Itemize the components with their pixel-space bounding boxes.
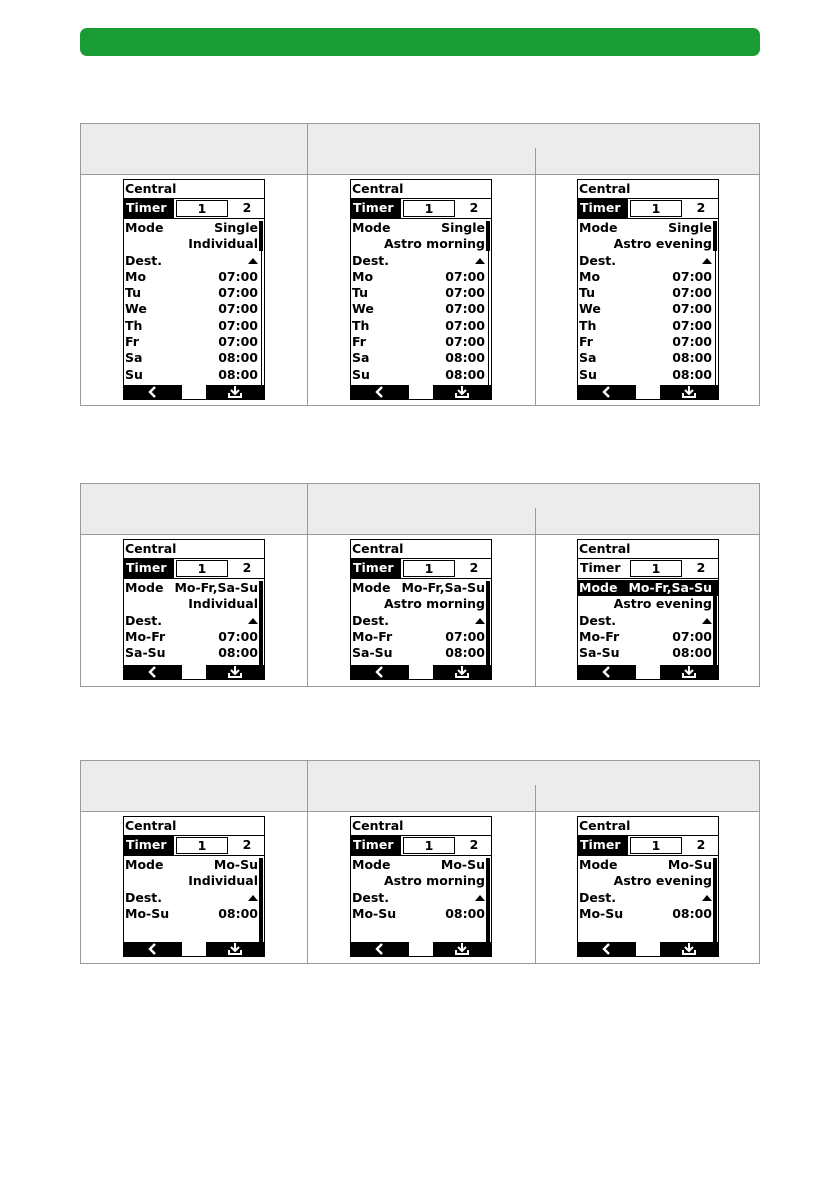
- device-screen: [350, 816, 492, 957]
- tab-2[interactable]: 2: [469, 560, 479, 575]
- timer-tabs: [124, 559, 264, 579]
- row-label: Dest.: [125, 612, 163, 628]
- row-value: 08:00: [218, 905, 258, 921]
- row-label: Sa: [352, 350, 370, 366]
- save-download-icon: [681, 386, 697, 398]
- row-label: Su: [352, 366, 370, 382]
- screen-title: Central: [351, 180, 491, 199]
- chevron-left-icon: [147, 386, 159, 398]
- row-value: 08:00: [445, 645, 485, 661]
- list-item[interactable]: [125, 873, 264, 889]
- scrollbar[interactable]: [486, 858, 490, 943]
- arrow-up-icon: [248, 618, 258, 624]
- tab-1[interactable]: 1: [630, 560, 682, 577]
- list-item[interactable]: [579, 890, 718, 906]
- scrollbar-track: [488, 251, 489, 386]
- row-label: Mode: [579, 220, 618, 235]
- tab-timer[interactable]: Timer: [124, 199, 174, 218]
- arrow-up-icon: [702, 258, 712, 264]
- list-item[interactable]: [352, 350, 491, 366]
- timer-tabs: [578, 199, 718, 219]
- row-label: Tu: [125, 285, 142, 301]
- save-button[interactable]: [660, 942, 718, 956]
- row-value: 07:00: [445, 285, 485, 301]
- scrollbar[interactable]: [259, 581, 263, 666]
- device-screen: [577, 539, 719, 680]
- arrow-up-icon: [475, 618, 485, 624]
- row-value: 07:00: [672, 628, 712, 644]
- list-item[interactable]: [125, 301, 264, 317]
- save-download-icon: [227, 666, 243, 678]
- list-item[interactable]: [579, 857, 718, 873]
- softkey-bar: [351, 665, 491, 679]
- screen-title: Central: [578, 817, 718, 836]
- list-item[interactable]: [579, 318, 718, 334]
- row-value: Individual: [188, 236, 258, 252]
- row-value: 07:00: [445, 628, 485, 644]
- row-label: We: [352, 301, 374, 317]
- list-item[interactable]: [352, 285, 491, 301]
- save-download-icon: [681, 666, 697, 678]
- row-label: Tu: [352, 285, 369, 301]
- row-label: Fr: [352, 334, 366, 350]
- back-button[interactable]: [351, 385, 409, 399]
- list-item[interactable]: [125, 613, 264, 629]
- device-screen: [350, 539, 492, 680]
- tab-timer[interactable]: Timer: [580, 560, 621, 575]
- softkey-bar: [351, 385, 491, 399]
- row-label: Su: [579, 366, 597, 382]
- list-item[interactable]: [125, 285, 264, 301]
- back-button[interactable]: [124, 942, 182, 956]
- chevron-left-icon: [374, 943, 386, 955]
- row-value: 08:00: [672, 366, 712, 382]
- tab-1[interactable]: 1: [176, 837, 228, 854]
- list-item[interactable]: [352, 645, 491, 661]
- screen-body: [578, 219, 718, 383]
- device-screen: [123, 539, 265, 680]
- list-item[interactable]: [125, 645, 264, 661]
- tab-timer[interactable]: Timer: [351, 199, 401, 218]
- list-item[interactable]: [125, 236, 264, 252]
- list-item[interactable]: [125, 906, 264, 922]
- row-label: Mode: [125, 580, 164, 595]
- list-item[interactable]: [352, 629, 491, 645]
- column-divider: [535, 508, 536, 686]
- column-divider: [307, 761, 308, 963]
- row-value: 08:00: [445, 350, 485, 366]
- row-value: 07:00: [218, 628, 258, 644]
- scrollbar-track: [261, 251, 262, 386]
- row-label: Mo-Su: [125, 905, 170, 921]
- row-value: 07:00: [672, 268, 712, 284]
- save-download-icon: [454, 943, 470, 955]
- screen-body: [124, 219, 264, 383]
- row-value: Astro morning: [383, 873, 485, 889]
- row-value: 07:00: [445, 301, 485, 317]
- tab-1[interactable]: 1: [176, 200, 228, 217]
- tab-timer[interactable]: Timer: [578, 836, 628, 855]
- arrow-up-icon: [475, 258, 485, 264]
- softkey-bar: [351, 942, 491, 956]
- save-download-icon: [681, 943, 697, 955]
- list-item[interactable]: [579, 285, 718, 301]
- device-screen: [577, 816, 719, 957]
- save-download-icon: [227, 943, 243, 955]
- back-button[interactable]: [578, 665, 636, 679]
- save-button[interactable]: [433, 665, 491, 679]
- timer-tabs: [578, 559, 718, 579]
- screen-title: Central: [351, 817, 491, 836]
- save-button[interactable]: [206, 385, 264, 399]
- list-item[interactable]: [352, 580, 491, 596]
- tab-2[interactable]: 2: [696, 560, 706, 575]
- list-item[interactable]: [125, 890, 264, 906]
- row-value: Mo-Fr,Sa-Su: [628, 580, 712, 595]
- tab-2[interactable]: 2: [242, 200, 252, 215]
- tab-1[interactable]: 1: [630, 200, 682, 217]
- softkey-bar: [124, 385, 264, 399]
- list-item[interactable]: [125, 367, 264, 383]
- list-item[interactable]: [125, 334, 264, 350]
- row-label: Dest.: [352, 889, 390, 905]
- row-value: 07:00: [672, 285, 712, 301]
- list-item[interactable]: [352, 613, 491, 629]
- screen-title: Central: [351, 540, 491, 559]
- scrollbar[interactable]: [486, 581, 490, 666]
- row-value: 07:00: [218, 285, 258, 301]
- list-item[interactable]: [579, 350, 718, 366]
- row-label: Mode: [125, 857, 164, 872]
- row-label: We: [579, 301, 601, 317]
- list-item[interactable]: [352, 236, 491, 252]
- list-item[interactable]: [352, 334, 491, 350]
- row-label: Mo-Su: [352, 905, 397, 921]
- device-screen: [123, 816, 265, 957]
- tab-timer[interactable]: Timer: [124, 836, 174, 855]
- tab-1[interactable]: 1: [176, 560, 228, 577]
- column-divider: [535, 785, 536, 963]
- list-item[interactable]: [125, 253, 264, 269]
- screen-body: [351, 579, 491, 661]
- row-label: Mo: [125, 268, 147, 284]
- list-item[interactable]: [125, 318, 264, 334]
- row-label: Mode: [352, 857, 391, 872]
- row-label: Mode: [579, 857, 618, 872]
- column-divider: [535, 148, 536, 405]
- row-value: 08:00: [672, 645, 712, 661]
- row-value: 08:00: [218, 645, 258, 661]
- row-value: Astro evening: [613, 596, 712, 612]
- list-item[interactable]: [352, 857, 491, 873]
- column-divider: [307, 124, 308, 405]
- timer-tabs: [351, 559, 491, 579]
- row-label: Fr: [125, 334, 139, 350]
- list-item[interactable]: [579, 253, 718, 269]
- screen-body: [578, 856, 718, 922]
- back-button[interactable]: [578, 942, 636, 956]
- row-label: Mo: [352, 268, 374, 284]
- list-item[interactable]: [579, 269, 718, 285]
- list-item[interactable]: [352, 367, 491, 383]
- softkey-bar: [578, 665, 718, 679]
- list-item[interactable]: [579, 220, 718, 236]
- list-item[interactable]: [579, 301, 718, 317]
- row-value: 07:00: [218, 334, 258, 350]
- row-value: Single: [668, 220, 712, 235]
- save-download-icon: [454, 666, 470, 678]
- row-label: Mode: [352, 580, 391, 595]
- arrow-up-icon: [702, 618, 712, 624]
- row-label: Sa: [579, 350, 597, 366]
- row-label: Sa-Su: [352, 645, 393, 661]
- chevron-left-icon: [601, 943, 613, 955]
- row-label: Dest.: [125, 252, 163, 268]
- chevron-left-icon: [147, 666, 159, 678]
- row-label: Mo: [579, 268, 601, 284]
- list-item[interactable]: [579, 236, 718, 252]
- chevron-left-icon: [601, 666, 613, 678]
- row-value: Astro evening: [613, 873, 712, 889]
- scrollbar[interactable]: [259, 221, 263, 251]
- list-item[interactable]: [125, 629, 264, 645]
- row-label: Mo-Fr: [579, 628, 620, 644]
- device-screen: [123, 179, 265, 400]
- row-value: Mo-Su: [440, 857, 485, 872]
- save-button[interactable]: [660, 385, 718, 399]
- back-button[interactable]: [351, 942, 409, 956]
- back-button[interactable]: [578, 385, 636, 399]
- scrollbar[interactable]: [486, 221, 490, 251]
- row-label: Th: [352, 317, 370, 333]
- save-download-icon: [454, 386, 470, 398]
- row-value: 07:00: [218, 268, 258, 284]
- tab-1[interactable]: 1: [403, 837, 455, 854]
- row-value: 07:00: [445, 317, 485, 333]
- list-item[interactable]: [125, 350, 264, 366]
- list-item[interactable]: [125, 580, 264, 596]
- timer-tabs: [578, 836, 718, 856]
- list-item[interactable]: [579, 334, 718, 350]
- save-download-icon: [227, 386, 243, 398]
- screen-title: Central: [124, 817, 264, 836]
- column-divider: [307, 484, 308, 686]
- arrow-up-icon: [702, 895, 712, 901]
- row-label: Sa-Su: [579, 645, 620, 661]
- row-value: 07:00: [218, 301, 258, 317]
- tab-2[interactable]: 2: [696, 200, 706, 215]
- screen-title: Central: [578, 540, 718, 559]
- row-value: 08:00: [445, 366, 485, 382]
- timer-tabs: [351, 199, 491, 219]
- row-value: Mo-Fr,Sa-Su: [174, 580, 258, 595]
- screen-body: [124, 856, 264, 922]
- tab-timer[interactable]: Timer: [578, 199, 628, 218]
- row-label: Dest.: [579, 889, 617, 905]
- tab-2[interactable]: 2: [242, 560, 252, 575]
- tab-1[interactable]: 1: [630, 837, 682, 854]
- row-value: 07:00: [445, 268, 485, 284]
- tab-timer[interactable]: Timer: [351, 836, 401, 855]
- list-item[interactable]: [579, 596, 718, 612]
- row-label: Mode: [125, 220, 164, 235]
- list-item[interactable]: [352, 890, 491, 906]
- row-value: Single: [441, 220, 485, 235]
- tab-2[interactable]: 2: [242, 837, 252, 852]
- row-value: 08:00: [218, 366, 258, 382]
- screen-title: Central: [124, 540, 264, 559]
- row-label: Dest.: [352, 252, 390, 268]
- back-button[interactable]: [124, 665, 182, 679]
- header-bar: [80, 28, 760, 56]
- scrollbar[interactable]: [713, 221, 717, 251]
- row-label: We: [125, 301, 147, 317]
- table-header: [81, 484, 759, 535]
- screen-body: [124, 579, 264, 661]
- row-value: 08:00: [445, 905, 485, 921]
- row-value: 07:00: [672, 334, 712, 350]
- arrow-up-icon: [475, 895, 485, 901]
- row-value: Astro morning: [383, 236, 485, 252]
- tab-2[interactable]: 2: [696, 837, 706, 852]
- row-label: Dest.: [579, 252, 617, 268]
- list-item[interactable]: [352, 301, 491, 317]
- row-value: Mo-Fr,Sa-Su: [401, 580, 485, 595]
- screen-body: [351, 856, 491, 922]
- list-item[interactable]: [352, 269, 491, 285]
- save-button[interactable]: [206, 942, 264, 956]
- list-item[interactable]: [579, 367, 718, 383]
- table-header: [81, 761, 759, 812]
- screen-body: [351, 219, 491, 383]
- list-item[interactable]: [352, 596, 491, 612]
- screen-title: Central: [578, 180, 718, 199]
- list-item[interactable]: [125, 857, 264, 873]
- list-item[interactable]: [125, 596, 264, 612]
- list-item[interactable]: [579, 906, 718, 922]
- back-button[interactable]: [124, 385, 182, 399]
- row-label: Th: [125, 317, 143, 333]
- device-screen: [577, 179, 719, 400]
- row-label: Sa-Su: [125, 645, 166, 661]
- back-button[interactable]: [351, 665, 409, 679]
- row-value: Individual: [188, 596, 258, 612]
- list-item[interactable]: [579, 645, 718, 661]
- chevron-left-icon: [374, 666, 386, 678]
- row-value: 08:00: [218, 350, 258, 366]
- row-value: 07:00: [672, 301, 712, 317]
- row-value: 07:00: [445, 334, 485, 350]
- softkey-bar: [578, 385, 718, 399]
- screen-body: [578, 579, 718, 661]
- list-item[interactable]: [579, 629, 718, 645]
- list-item[interactable]: [352, 253, 491, 269]
- screens-table: [80, 760, 760, 964]
- row-value: 08:00: [672, 350, 712, 366]
- row-value: Single: [214, 220, 258, 235]
- tab-1[interactable]: 1: [403, 200, 455, 217]
- save-button[interactable]: [433, 385, 491, 399]
- scrollbar[interactable]: [259, 858, 263, 943]
- row-value: Individual: [188, 873, 258, 889]
- row-value: 08:00: [672, 905, 712, 921]
- row-label: Mo-Fr: [125, 628, 166, 644]
- screen-title: Central: [124, 180, 264, 199]
- list-item[interactable]: [352, 220, 491, 236]
- timer-tabs: [351, 836, 491, 856]
- row-label: Tu: [579, 285, 596, 301]
- list-item[interactable]: [352, 873, 491, 889]
- scrollbar[interactable]: [713, 858, 717, 943]
- row-value: Astro evening: [613, 236, 712, 252]
- list-item[interactable]: [352, 318, 491, 334]
- save-button[interactable]: [433, 942, 491, 956]
- table-header: [81, 124, 759, 175]
- row-label: Mode: [579, 580, 618, 595]
- row-label: Sa: [125, 350, 143, 366]
- row-value: Mo-Su: [213, 857, 258, 872]
- screens-table: [80, 483, 760, 687]
- list-item[interactable]: [579, 873, 718, 889]
- row-label: Th: [579, 317, 597, 333]
- tab-2[interactable]: 2: [469, 200, 479, 215]
- scrollbar[interactable]: [713, 581, 717, 666]
- arrow-up-icon: [248, 895, 258, 901]
- tab-timer[interactable]: Timer: [351, 559, 401, 578]
- list-item[interactable]: [579, 613, 718, 629]
- tab-2[interactable]: 2: [469, 837, 479, 852]
- tab-1[interactable]: 1: [403, 560, 455, 577]
- row-value: Mo-Su: [667, 857, 712, 872]
- row-label: Dest.: [125, 889, 163, 905]
- timer-tabs: [124, 836, 264, 856]
- list-item[interactable]: [578, 580, 718, 596]
- tab-timer[interactable]: Timer: [124, 559, 174, 578]
- chevron-left-icon: [601, 386, 613, 398]
- row-label: Dest.: [579, 612, 617, 628]
- save-button[interactable]: [660, 665, 718, 679]
- softkey-bar: [578, 942, 718, 956]
- chevron-left-icon: [147, 943, 159, 955]
- row-label: Fr: [579, 334, 593, 350]
- row-value: Astro morning: [383, 596, 485, 612]
- row-label: Su: [125, 366, 143, 382]
- arrow-up-icon: [248, 258, 258, 264]
- save-button[interactable]: [206, 665, 264, 679]
- row-label: Mode: [352, 220, 391, 235]
- row-value: 07:00: [672, 317, 712, 333]
- row-label: Mo-Fr: [352, 628, 393, 644]
- list-item[interactable]: [125, 269, 264, 285]
- timer-tabs: [124, 199, 264, 219]
- row-label: Mo-Su: [579, 905, 624, 921]
- chevron-left-icon: [374, 386, 386, 398]
- device-screen: [350, 179, 492, 400]
- list-item[interactable]: [125, 220, 264, 236]
- list-item[interactable]: [352, 906, 491, 922]
- row-label: Dest.: [352, 612, 390, 628]
- scrollbar-track: [715, 251, 716, 386]
- softkey-bar: [124, 665, 264, 679]
- softkey-bar: [124, 942, 264, 956]
- screens-table: [80, 123, 760, 406]
- row-value: 07:00: [218, 317, 258, 333]
